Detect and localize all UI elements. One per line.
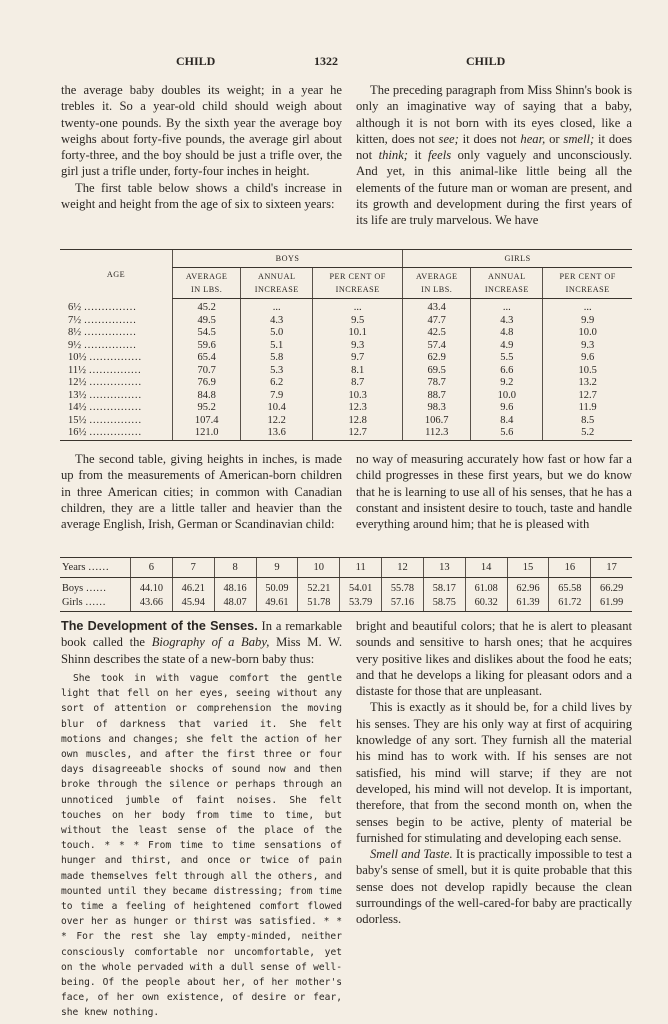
paragraph: The Development of the Senses. In a remarkable book called the Biography of a Baby, Miss M. W. Shinn describes the state of a new-born baby thus: — [61, 619, 342, 666]
table-cell: 84.8 — [173, 390, 241, 403]
table-cell: 5.1 — [241, 340, 313, 353]
years-cell: 16 — [549, 558, 591, 578]
years-cell: 7 — [172, 558, 214, 578]
table-cell: 4.3 — [471, 315, 543, 328]
subsection-heading: Smell and Taste. — [370, 847, 453, 862]
table-row — [60, 427, 632, 440]
boys-cell: 48.16 — [214, 578, 256, 596]
header-right-title: CHILD — [466, 54, 506, 68]
girls-cell: 57.16 — [382, 595, 424, 612]
table-cell: 95.2 — [173, 402, 241, 415]
age-cell: 11½ …………… — [68, 364, 142, 376]
age-cell: 9½ …………… — [68, 339, 137, 351]
table-row — [60, 352, 632, 365]
bottom-left-column — [61, 618, 342, 1021]
table-cell: 59.6 — [173, 340, 241, 353]
row-label: Boys …… — [62, 582, 107, 594]
weight-table-body — [60, 299, 632, 441]
table-cell: 106.7 — [403, 415, 471, 428]
table-cell: ... — [241, 299, 313, 315]
paragraph: bright and beautiful colors; that he is alert to pleasant sounds and sensitive to harsh ones; that he acquires very positive likes and dislikes about the food he eats; and that he develops a liking for pleasant odors and a distaste for those that are unpleasant. — [356, 619, 632, 699]
years-cell: 10 — [298, 558, 340, 578]
table-cell: 57.4 — [403, 340, 471, 353]
table-cell: 62.9 — [403, 352, 471, 365]
boys-group-header: BOYS — [173, 250, 403, 268]
boys-cell: 46.21 — [172, 578, 214, 596]
boys-cell: 66.29 — [591, 578, 632, 596]
table-cell: 7.9 — [241, 390, 313, 403]
table-cell: 8.5 — [543, 415, 632, 428]
table-cell: 10.0 — [471, 390, 543, 403]
paragraph: no way of measuring accurately how fast or how far a child progresses in these first years, but we do know that he is learning to use all of his senses, that he has a constant and insistent desire to touch, taste and handle everything around him; that he is pleased with — [356, 452, 632, 532]
weight-table — [60, 249, 632, 441]
girls-row — [60, 595, 632, 612]
table-cell: 76.9 — [173, 377, 241, 390]
table-cell: 10.4 — [241, 402, 313, 415]
age-cell: 7½ …………… — [68, 314, 137, 326]
table-cell: 5.6 — [471, 427, 543, 440]
table-cell: 69.5 — [403, 365, 471, 378]
paragraph: The first table below shows a child's increase in weight and height from the age of six to sixteen years: — [61, 180, 342, 212]
years-cell: 13 — [423, 558, 465, 578]
table-cell: 5.3 — [241, 365, 313, 378]
column-header: PER CENT OF INCREASE — [543, 268, 632, 299]
table-cell: 9.9 — [543, 315, 632, 328]
girls-cell: 60.32 — [465, 595, 507, 612]
age-column-header: AGE — [60, 250, 173, 299]
table-cell: 49.5 — [173, 315, 241, 328]
table-cell: 10.5 — [543, 365, 632, 378]
table-cell: 107.4 — [173, 415, 241, 428]
table-cell: 8.4 — [471, 415, 543, 428]
table-cell: 47.7 — [403, 315, 471, 328]
table-cell: 13.2 — [543, 377, 632, 390]
bottom-right-column — [356, 618, 632, 928]
table-cell: 9.6 — [543, 352, 632, 365]
girls-cell: 48.07 — [214, 595, 256, 612]
age-cell: 13½ …………… — [68, 389, 142, 401]
middle-right-column — [356, 451, 632, 532]
table-cell: 6.2 — [241, 377, 313, 390]
years-cell: 11 — [340, 558, 382, 578]
boys-cell: 54.01 — [340, 578, 382, 596]
middle-left-column — [61, 451, 342, 532]
table-row — [60, 299, 632, 315]
column-header: AVERAGE IN LBS. — [173, 268, 241, 299]
years-cell: 8 — [214, 558, 256, 578]
table-row — [60, 327, 632, 340]
top-left-column — [61, 82, 342, 212]
age-cell: 6½ …………… — [68, 301, 137, 313]
table-cell: 88.7 — [403, 390, 471, 403]
table-cell: 5.2 — [543, 427, 632, 440]
table-cell: 9.7 — [313, 352, 403, 365]
paragraph: The second table, giving heights in inches, is made up from the measurements of American-born children in three American cities; in common with Canadian children, they are a little taller and heavier than the average English, Irish, German or Scandinavian child: — [61, 452, 342, 532]
table-cell: 78.7 — [403, 377, 471, 390]
table-cell: 11.9 — [543, 402, 632, 415]
table-cell: 8.7 — [313, 377, 403, 390]
table-cell: 9.2 — [471, 377, 543, 390]
table-cell: 9.3 — [313, 340, 403, 353]
years-cell: 15 — [507, 558, 549, 578]
age-cell: 8½ …………… — [68, 327, 137, 339]
table-cell: 42.5 — [403, 327, 471, 340]
table-cell: 112.3 — [403, 427, 471, 440]
table-cell: 12.7 — [313, 427, 403, 440]
age-cell: 14½ …………… — [68, 402, 142, 414]
paragraph: Smell and Taste. It is practically impossible to test a baby's sense of smell, but it is quite probable that this sense does not develop rapidly because the clean surroundings of the well-cared-for baby are practically odorless. — [356, 847, 632, 927]
row-label: Girls …… — [60, 595, 131, 612]
column-header: ANNUAL INCREASE — [241, 268, 313, 299]
column-header: ANNUAL INCREASE — [471, 268, 543, 299]
age-cell: 12½ …………… — [68, 377, 142, 389]
girls-cell: 51.78 — [298, 595, 340, 612]
years-cell: 9 — [256, 558, 298, 578]
boys-row — [60, 578, 632, 596]
table-cell: 9.3 — [543, 340, 632, 353]
table-cell: 43.4 — [403, 299, 471, 315]
boys-cell: 52.21 — [298, 578, 340, 596]
header-left-title: CHILD — [176, 54, 216, 68]
table-cell: 5.5 — [471, 352, 543, 365]
girls-group-header: GIRLS — [403, 250, 632, 268]
table-cell: 12.7 — [543, 390, 632, 403]
age-cell: 16½ …………… — [60, 427, 173, 440]
row-label: Years …… — [60, 558, 131, 578]
boys-cell: 61.08 — [465, 578, 507, 596]
girls-cell: 58.75 — [423, 595, 465, 612]
table-cell: 70.7 — [173, 365, 241, 378]
table-cell: 5.0 — [241, 327, 313, 340]
table-cell: 121.0 — [173, 427, 241, 440]
girls-cell: 53.79 — [340, 595, 382, 612]
table-cell: 54.5 — [173, 327, 241, 340]
years-cell: 17 — [591, 558, 632, 578]
block-quote: She took in with vague comfort the gentle light that fell on her eyes, seeing without any sort of attention or comprehension the moving blur of darkness that varied it. She felt motions and changes; she felt the action of her own muscles, and after the first three or four days disagreeable shocks of sound now and then broke through the silence or perhaps through an unnoticed jumble of faint noises. She felt touches on her body from time to time, but without the least sense of the place of the touch. * * * From time to time sensations of hunger and thirst, and once or twice of pain made themselves felt through all the others, and mounted until they became distressing; from time to time a feeling of heightened comfort flowed over her as hunger or thirst was satisfied. * * * For the rest she lay empty-minded, neither consciously comfortable nor uncomfortable, yet on the whole pervaded with a dull sense of well-being. Of the people about her, of her mother's face, of her own existence, of desire or fear, she knew nothing. — [61, 672, 342, 1019]
table-row — [60, 390, 632, 403]
table-row — [60, 377, 632, 390]
table-row — [60, 402, 632, 415]
boys-cell: 44.10 — [131, 578, 173, 596]
table-cell: 4.9 — [471, 340, 543, 353]
top-right-column — [356, 82, 632, 229]
running-header — [0, 54, 668, 70]
page-number: 1322 — [314, 54, 338, 68]
table-cell: 9.5 — [313, 315, 403, 328]
table-cell: 10.0 — [543, 327, 632, 340]
table-cell: ... — [313, 299, 403, 315]
table-cell: 6.6 — [471, 365, 543, 378]
book-title: Biography of a Baby, — [151, 635, 270, 650]
years-cell: 14 — [465, 558, 507, 578]
table-row — [60, 315, 632, 328]
height-table — [60, 557, 632, 612]
column-header: PER CENT OF INCREASE — [313, 268, 403, 299]
girls-cell: 43.66 — [131, 595, 173, 612]
table-cell: 4.8 — [471, 327, 543, 340]
table-cell: ... — [543, 299, 632, 315]
table-row — [60, 365, 632, 378]
table-cell: 10.1 — [313, 327, 403, 340]
age-cell: 15½ …………… — [68, 414, 142, 426]
table-row — [60, 340, 632, 353]
table-cell: 13.6 — [241, 427, 313, 440]
boys-cell: 58.17 — [423, 578, 465, 596]
age-cell: 10½ …………… — [68, 352, 142, 364]
table-row — [60, 415, 632, 428]
table-cell: 5.8 — [241, 352, 313, 365]
table-cell: 12.2 — [241, 415, 313, 428]
paragraph: The preceding paragraph from Miss Shinn's book is only an imaginative way of saying that a baby, although it is not born with its eyes closed, like a kitten, does not see; it does not hear, or smell; it does not think; it feels only vaguely and unconsciously. And yet, in this animal-like little being all the elements of the future man or woman are present, and its growth and development during the first years of its life are truly marvelous. We have — [356, 83, 633, 228]
section-heading: The Development of the Senses. — [61, 619, 258, 633]
table-cell: 12.3 — [313, 402, 403, 415]
table-cell: 12.8 — [313, 415, 403, 428]
table-cell: 4.3 — [241, 315, 313, 328]
girls-cell: 45.94 — [172, 595, 214, 612]
years-row — [60, 558, 632, 578]
boys-cell: 62.96 — [507, 578, 549, 596]
table-cell: 9.6 — [471, 402, 543, 415]
boys-cell: 55.78 — [382, 578, 424, 596]
years-cell: 6 — [131, 558, 173, 578]
column-header: AVERAGE IN LBS. — [403, 268, 471, 299]
table-cell: ... — [471, 299, 543, 315]
table-cell: 45.2 — [173, 299, 241, 315]
girls-cell: 49.61 — [256, 595, 298, 612]
boys-cell: 65.58 — [549, 578, 591, 596]
table-cell: 98.3 — [403, 402, 471, 415]
girls-cell: 61.39 — [507, 595, 549, 612]
girls-cell: 61.99 — [591, 595, 632, 612]
table-cell: 8.1 — [313, 365, 403, 378]
table-cell: 65.4 — [173, 352, 241, 365]
paragraph: This is exactly as it should be, for a child lives by his senses. They are his only way at first of acquiring knowledge of any sort. They furnish all the material his mind has to work with. If his senses are not satisfied, his mind will starve; if they are not developed, his mind will not develop. It is important, therefore, that from the second month on, when the senses begin to be active, plenty of material be furnished for stimulating and developing each sense. — [356, 700, 632, 845]
table-cell: 10.3 — [313, 390, 403, 403]
girls-cell: 61.72 — [549, 595, 591, 612]
boys-cell: 50.09 — [256, 578, 298, 596]
years-cell: 12 — [382, 558, 424, 578]
paragraph: the average baby doubles its weight; in a year he trebles it. So a year-old child should weigh about twenty-one pounds. By the sixth year the average boy weighs about forty-five pounds, the average girl about forty-three, and the boy should be just a trifle over, the girl just a trifle under, forty-four inches in height. — [61, 83, 342, 179]
